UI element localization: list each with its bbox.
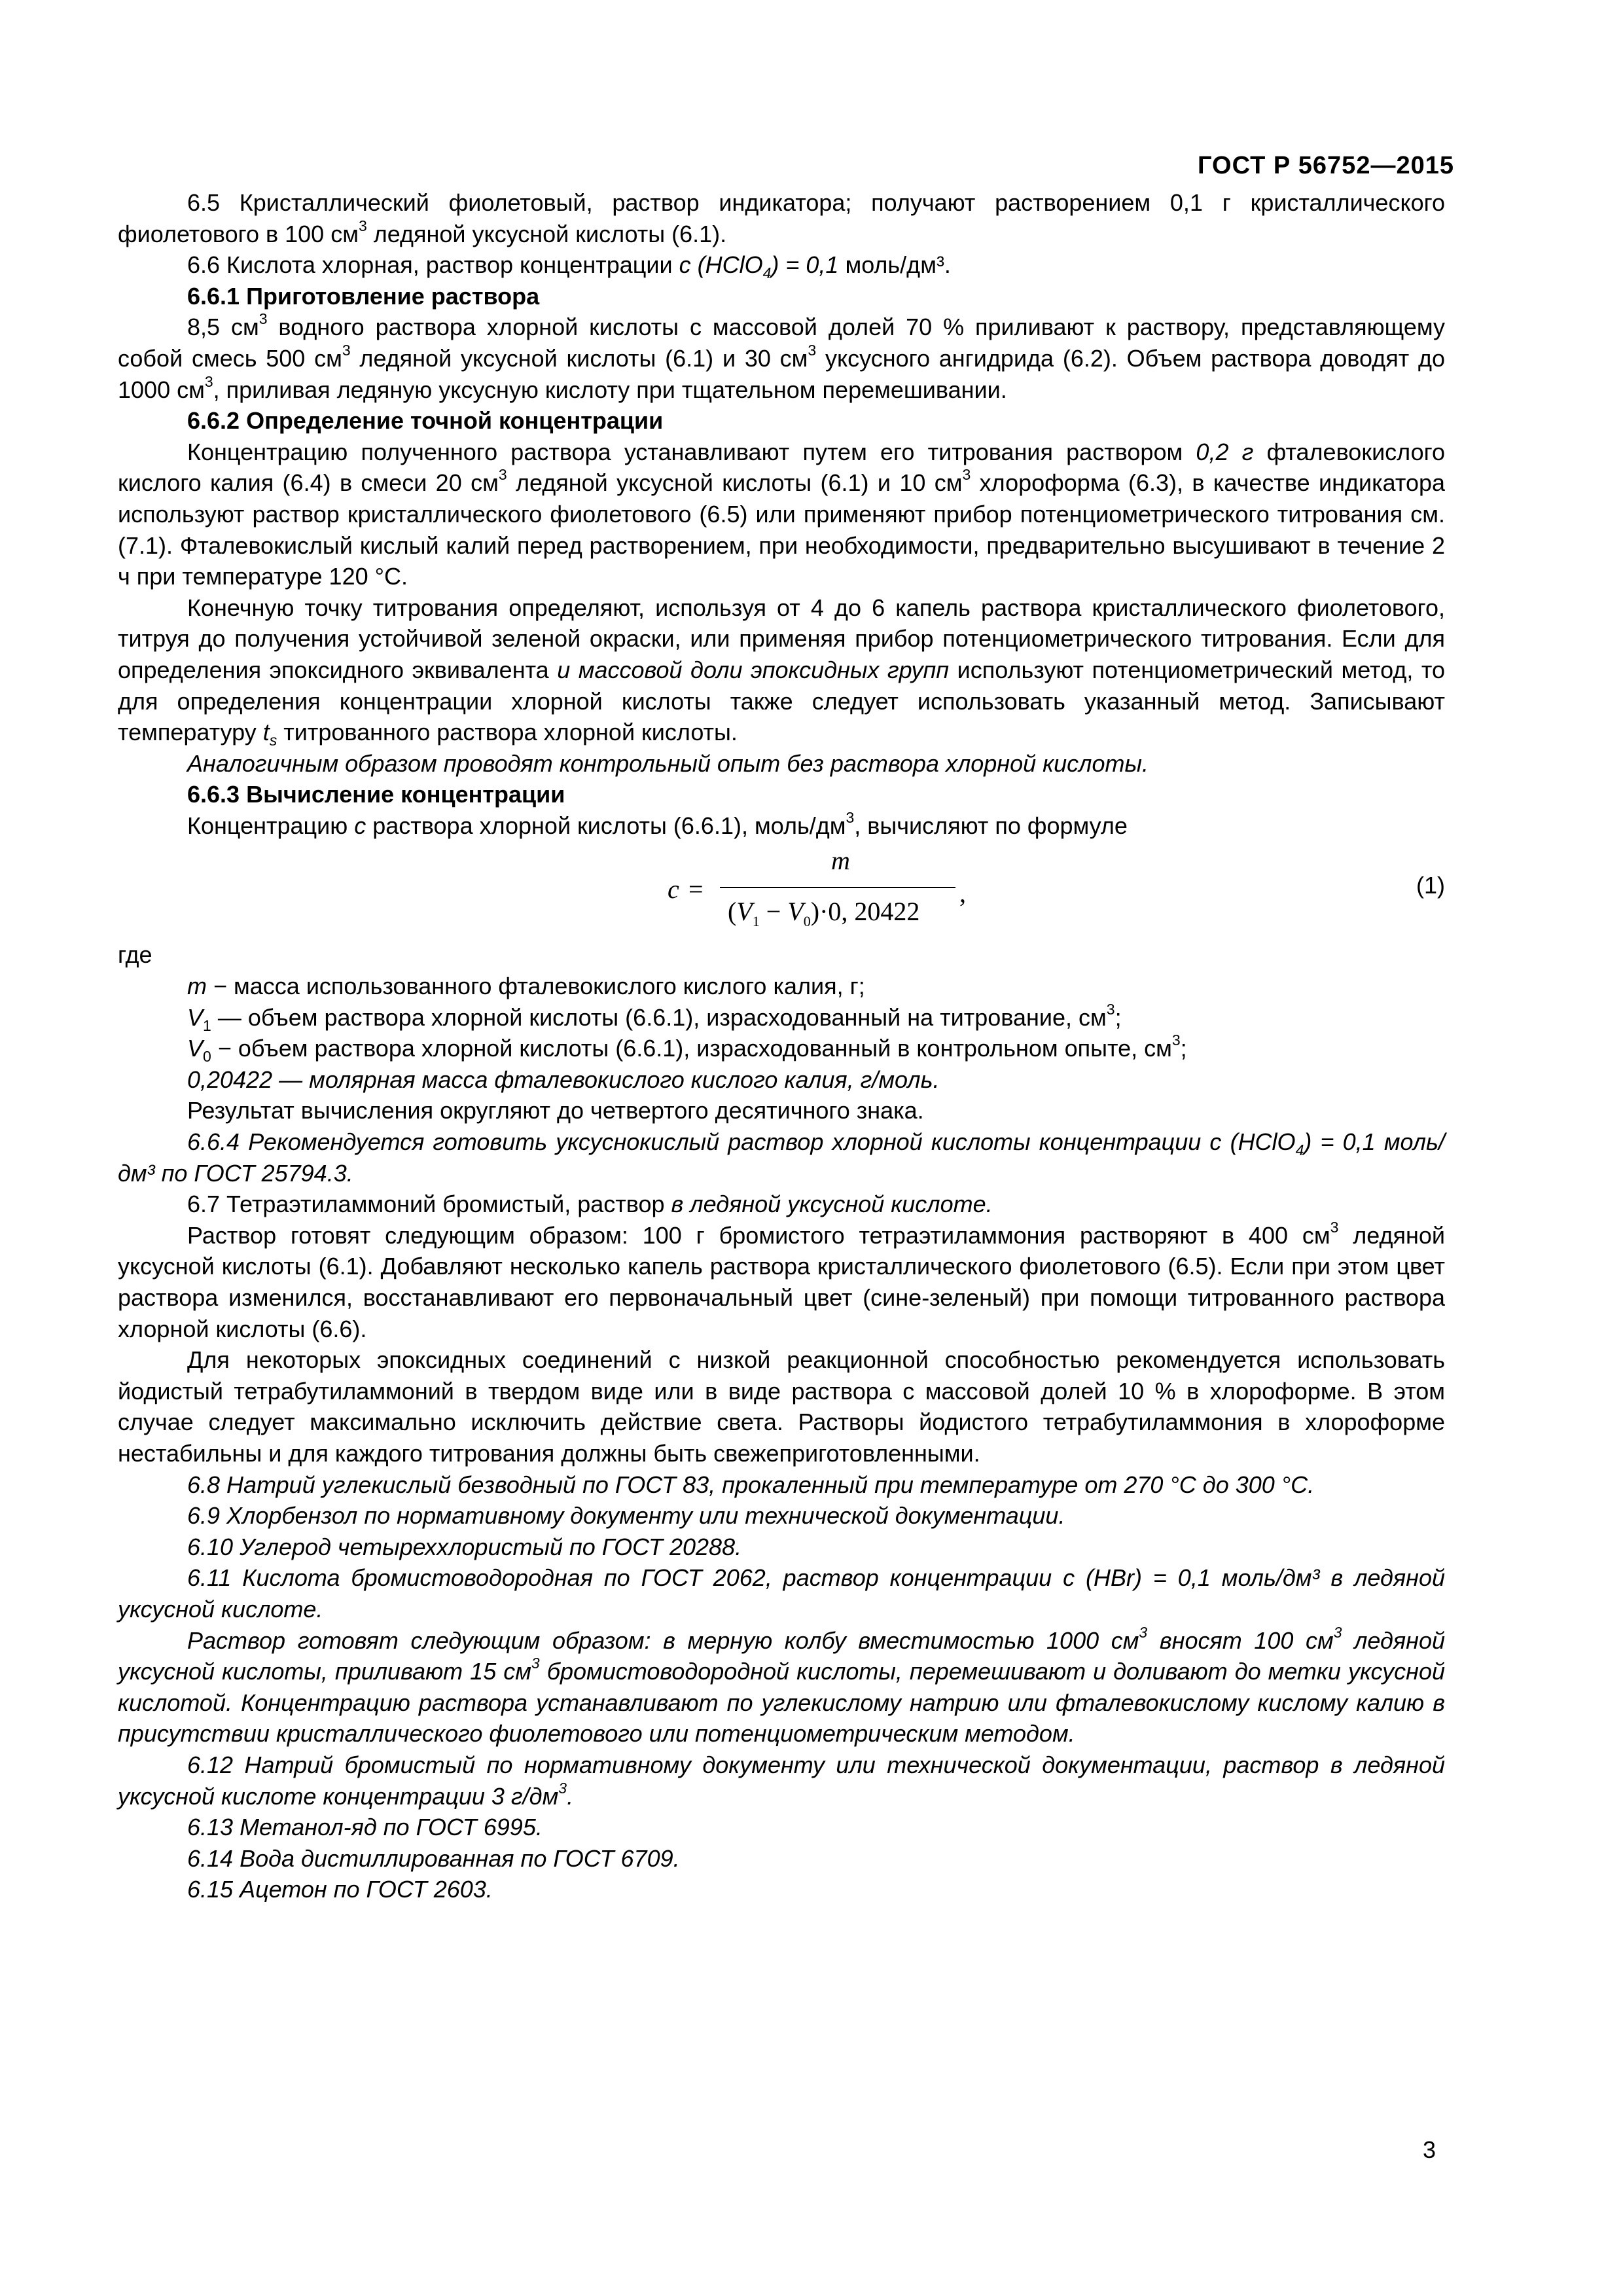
text: ·0, 20422 bbox=[819, 897, 920, 927]
paragraph-6-6-3 bbox=[118, 810, 1445, 842]
text: Концентрацию полученного раствора устанавливают путем его титрования раствором bbox=[187, 438, 1196, 465]
text: , раствор индикатора; получают растворением 0,1 г кристаллического фиолетового в 100 см bbox=[118, 189, 1445, 247]
text: ледяной уксусной кислоты (6.1). bbox=[366, 220, 727, 247]
text: 6.6.4 Рекомендуется готовить уксуснокислый раствор хлорной кислоты концентрации с (HClO bbox=[187, 1128, 1296, 1156]
text: V bbox=[187, 1035, 204, 1062]
text: 6.12 Натрий бромистый по нормативному документу или технической документации, раствор в ледяной уксусной кислоте концентрации 3 г/дм bbox=[118, 1751, 1445, 1810]
superscript: 3 bbox=[1333, 1623, 1342, 1641]
text: ; bbox=[1115, 1003, 1122, 1031]
superscript: 3 bbox=[342, 341, 351, 359]
text: моль/дм³. bbox=[838, 251, 951, 279]
text: V bbox=[187, 1003, 204, 1031]
text: хлороформа (6.3), в качестве индикатора используют раствор кристаллического фиолетового (6.5) или применяют прибор потенциометрического титрования см. (7.1). Фталевокислый кислый калий перед растворением, при необходимости, предварительно высушивают в течение 2 ч при температуре 120 °С. bbox=[118, 469, 1446, 590]
text: раствора хлорной кислоты (6.6.1), моль/дм bbox=[366, 812, 846, 839]
paragraph-control: Аналогичным образом проводят контрольный опыт без раствора хлорной кислоты. bbox=[187, 749, 1149, 777]
where-v0 bbox=[118, 1033, 1445, 1064]
text: уксусного ангидрида (6.2). Объем раствора доводят до 1000 см bbox=[118, 344, 1445, 403]
text: 6.7 Тетраэтиламмоний бромистый, раствор bbox=[187, 1191, 671, 1218]
fraction-bar bbox=[720, 887, 955, 888]
paragraph-6-7-prep bbox=[118, 1220, 1445, 1344]
text: титрованного раствора хлорной кислоты. bbox=[277, 719, 738, 746]
superscript: 3 bbox=[1171, 1031, 1181, 1049]
paragraph-6-13: 6.13 Метанол-яд по ГОСТ 6995. bbox=[187, 1814, 543, 1841]
paragraph-6-6-4 bbox=[118, 1126, 1445, 1189]
paragraph-6-7-note: Для некоторых эпоксидных соединений с низкой реакционной способностью рекомендуется использовать йодистый тетрабутиламмоний в твердом виде или в виде раствора с массовой долей 10 % в хлороформе. В этом случае следует максимально исключить действие света. Растворы йодистого тетрабутиламмония в хлороформе нестабильны и для каждого титрования должны быть свежеприготовленными. bbox=[118, 1346, 1445, 1467]
text: Конечную точку титрования определяют, используя от 4 до 6 капель раствора кристаллического фиолетового, титруя до получения устойчивой зеленой окраски, или применяя прибор потенциометрического титрования. Если для определения эпоксидного эквивалента bbox=[118, 594, 1445, 683]
text: V bbox=[787, 897, 804, 927]
text: ледяной уксусной кислоты (6.1) и 10 см bbox=[507, 469, 963, 497]
formula-numerator: m bbox=[831, 846, 850, 876]
text: ледяной уксусной кислоты (6.1) и 30 см bbox=[350, 344, 808, 372]
paragraph-6-6 bbox=[118, 249, 1445, 281]
paragraph-6-11: 6.11 Кислота бромистоводородная по ГОСТ 2062, раствор концентрации с (HBr) = 0,1 моль/дм³ в ледяной уксусной кислоте. bbox=[118, 1564, 1445, 1623]
superscript: 3 bbox=[1330, 1218, 1339, 1236]
text: 6.6 Кислота хлорная, раствор концентрации bbox=[187, 251, 679, 279]
text: Раствор готовят следующим образом: в мерную колбу вместимостью 1000 см bbox=[187, 1626, 1139, 1654]
text: с (HClO bbox=[679, 251, 763, 279]
superscript: 3 bbox=[531, 1655, 540, 1672]
formula-number: (1) bbox=[1416, 872, 1445, 899]
where-m bbox=[118, 971, 1445, 1002]
formula-equals: = bbox=[688, 874, 704, 905]
superscript: 3 bbox=[498, 466, 507, 484]
text: . bbox=[567, 1782, 574, 1810]
text: m bbox=[187, 973, 207, 1000]
text: используют потенциометрический метод, то для определения концентрации хлорной кислоты также следует использовать указанный метод. Записывают температуру bbox=[118, 656, 1446, 746]
subscript: 4 bbox=[1295, 1141, 1304, 1159]
text: Концентрацию bbox=[187, 812, 355, 839]
text: ) = 0,1 моль/дм³ по ГОСТ 25794.3. bbox=[118, 1128, 1445, 1187]
paragraph-6-7 bbox=[118, 1189, 1445, 1220]
heading-6-6-1: 6.6.1 Приготовление раствора bbox=[187, 282, 540, 310]
subscript: 4 bbox=[762, 264, 772, 282]
paragraph-6-14: 6.14 Вода дистиллированная по ГОСТ 6709. bbox=[187, 1844, 680, 1872]
paragraph-endpoint bbox=[118, 592, 1445, 748]
heading-6-6-3: 6.6.3 Вычисление концентрации bbox=[187, 781, 565, 808]
formula-comma: , bbox=[959, 878, 966, 908]
subscript: 1 bbox=[752, 913, 760, 930]
paragraph-6-15: 6.15 Ацетон по ГОСТ 2603. bbox=[187, 1876, 493, 1903]
document-body bbox=[118, 187, 1445, 1905]
paragraph-6-12 bbox=[118, 1749, 1445, 1812]
superscript: 3 bbox=[962, 466, 971, 484]
text: бромистоводородной кислоты, перемешивают и доливают до метки уксусной кислотой. Концентрацию раствора устанавливают по углекислому натрию или фталевокислому кислому калию в присутствии кристаллического фиолетового или потенциометрическим методом. bbox=[118, 1658, 1445, 1748]
paragraph-6-8: 6.8 Натрий углекислый безводный по ГОСТ 83, прокаленный при температуре от 270 °С до 300 °С. bbox=[187, 1471, 1315, 1498]
page-number: 3 bbox=[1422, 2136, 1436, 2163]
text: и массовой доли эпоксидных групп bbox=[557, 656, 950, 683]
superscript: 3 bbox=[846, 808, 855, 826]
formula-lhs: c bbox=[668, 874, 679, 905]
superscript: 3 bbox=[358, 217, 367, 234]
paragraph-6-11-prep bbox=[118, 1625, 1445, 1749]
superscript: 3 bbox=[808, 341, 817, 359]
text: ( bbox=[728, 897, 737, 927]
text: фталевокислого кислого калия (6.4) в смеси 20 см bbox=[118, 438, 1445, 497]
text: V bbox=[736, 897, 753, 927]
text: , приливая ледяную уксусную кислоту при тщательном перемешивании. bbox=[213, 376, 1007, 403]
text: − объем раствора хлорной кислоты (6.6.1), израсходованный в контрольном опыте, см bbox=[211, 1035, 1172, 1062]
subscript: 0 bbox=[803, 913, 811, 930]
subscript: s bbox=[269, 732, 277, 749]
standard-header: ГОСТ Р 56752—2015 bbox=[1198, 152, 1454, 179]
superscript: 3 bbox=[259, 310, 268, 328]
paragraph-6-9: 6.9 Хлорбензол по нормативному документу или технической документации. bbox=[187, 1502, 1065, 1530]
text: вносят 100 см bbox=[1147, 1626, 1334, 1654]
text: в ледяной уксусной кислоте. bbox=[671, 1191, 993, 1218]
text: с bbox=[354, 812, 366, 839]
superscript: 3 bbox=[204, 372, 213, 390]
text: 8,5 см bbox=[187, 314, 259, 341]
text: ) bbox=[810, 897, 820, 927]
text: − масса использованного фталевокислого кислого калия, г; bbox=[207, 973, 865, 1000]
text: 6.5 Кристаллический фиолетовый bbox=[187, 189, 586, 216]
text: − bbox=[759, 897, 788, 927]
rounding-note: Результат вычисления округляют до четвертого десятичного знака. bbox=[187, 1097, 924, 1124]
superscript: 3 bbox=[1139, 1623, 1148, 1641]
text: — объем раствора хлорной кислоты (6.6.1), израсходованный на титрование, см bbox=[211, 1003, 1107, 1031]
text: ) = 0,1 bbox=[771, 251, 839, 279]
text: ; bbox=[1180, 1035, 1187, 1062]
formula-row bbox=[118, 841, 1445, 939]
text: ледяной уксусной кислоты, приливают 15 см bbox=[118, 1626, 1446, 1685]
paragraph-6-6-1 bbox=[118, 312, 1445, 405]
formula-denominator bbox=[728, 896, 920, 930]
superscript: 3 bbox=[1106, 1000, 1115, 1018]
text: 0,2 г bbox=[1196, 438, 1254, 465]
text: , вычисляют по формуле bbox=[854, 812, 1128, 839]
formula-1 bbox=[668, 841, 1113, 939]
paragraph-6-6-2 bbox=[118, 437, 1445, 592]
text: ледяной уксусной кислоты (6.1). Добавляют несколько капель раствора кристаллического фиолетового (6.5). Если при этом цвет раствора изменился, восстанавливают его первоначальный цвет (сине-зеленый) при помощи титрованного раствора хлорной кислоты (6.6). bbox=[118, 1221, 1445, 1342]
paragraph-6-5 bbox=[118, 187, 1445, 249]
where-label: где bbox=[118, 941, 152, 969]
where-v1 bbox=[118, 1002, 1445, 1033]
subscript: 0 bbox=[203, 1048, 211, 1066]
where-molar-mass: 0,20422 — молярная масса фталевокислого кислого калия, г/моль. bbox=[187, 1066, 940, 1093]
text: водного раствора хлорной кислоты с массовой долей 70 % приливают к раствору, представляющему собой смесь 500 см bbox=[118, 314, 1446, 372]
paragraph-6-10: 6.10 Углерод четыреххлористый по ГОСТ 20288. bbox=[187, 1533, 742, 1560]
superscript: 3 bbox=[558, 1779, 567, 1797]
subscript: 1 bbox=[203, 1016, 211, 1034]
heading-6-6-2: 6.6.2 Определение точной концентрации bbox=[187, 407, 664, 435]
text: t bbox=[262, 719, 270, 746]
text: Раствор готовят следующим образом: 100 г бромистого тетраэтиламмония растворяют в 400 см bbox=[187, 1221, 1330, 1249]
